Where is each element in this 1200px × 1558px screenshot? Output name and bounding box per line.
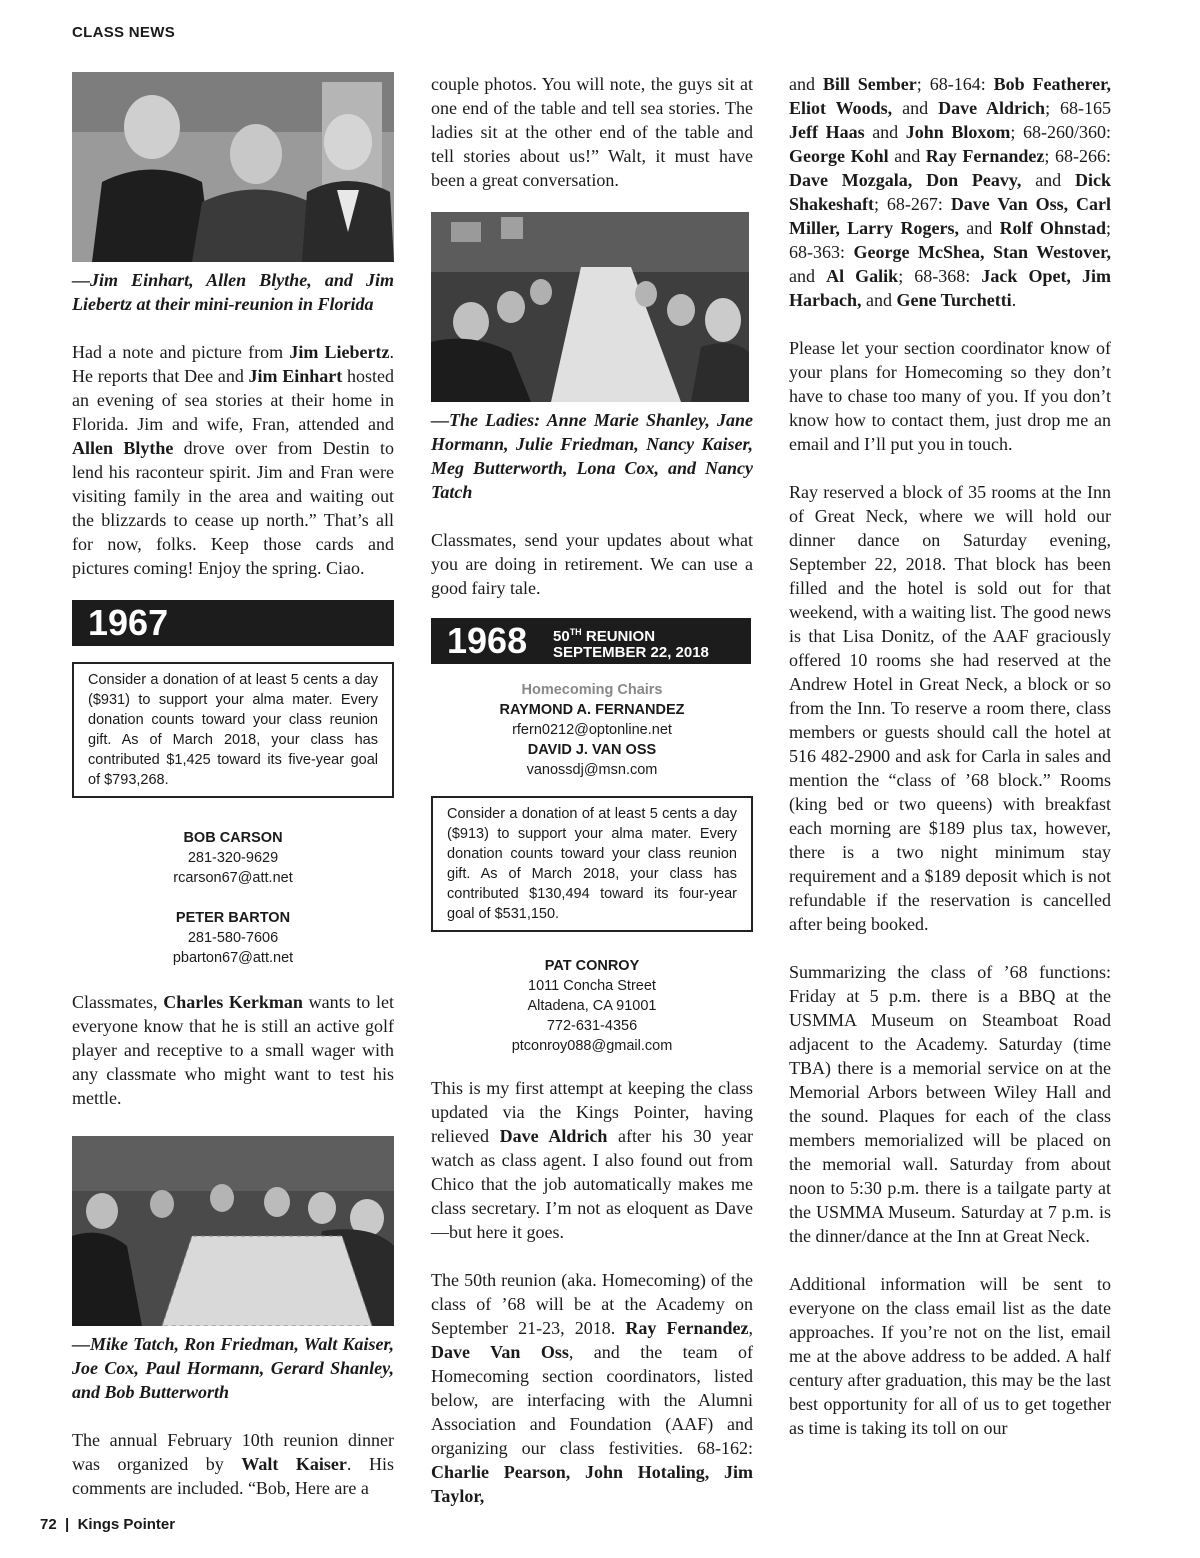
- body-paragraph: and Bill Sember; 68-164: Bob Featherer, Eliot Woods, and Dave Aldrich; 68-165 Jeff Haas and John Bloxom; 68-260/360: George Kohl and Ray Fernandez; 68-266: Dave Mozgala, Don Peavy, and Dick Shakeshaft; 68-267: Dave Van Oss, Carl Miller, Larry Rogers, and Rolf Ohnstad; 68-363: George McShea, Stan Westover, and Al Galik; 68-368: Jack Opet, Jim Harbach, and Gene Turchetti.: [789, 74, 1112, 310]
- body-paragraph: Please let your section coordinator know of your plans for Homecoming so they don’t have to chase too many of you. If you don’t know how to contact them, just drop me an email and I’ll put you in touch.: [789, 338, 1111, 454]
- column-1: [72, 72, 394, 1500]
- photo-three-men: [72, 72, 394, 262]
- body-paragraph: The 50th reunion (aka. Homecoming) of the class of ’68 will be at the Academy on September 21-23, 2018. Ray Fernandez, Dave Van Oss, and the team of Homecoming section coordinators, listed below, are interfacing with the Alumni Association and Foundation (AAF) and organizing our class festivities. 68-162: Charlie Pearson, John Hotaling, Jim Taylor,: [431, 1270, 754, 1506]
- contact-peter-barton: [72, 908, 394, 968]
- column-2: [431, 72, 753, 1508]
- photo-men-at-dinner: [72, 1136, 394, 1326]
- homecoming-chairs: [431, 680, 753, 780]
- contact-name: PAT CONROY: [544, 958, 640, 974]
- body-paragraph: couple photos. You will note, the guys sit at one end of the table and tell sea stories. The ladies sit at the other end of the table and tell stories about us!” Walt, it must have been a great conversation.: [431, 74, 753, 190]
- page-number: 72: [40, 1516, 57, 1533]
- year-banner-1967: [72, 600, 394, 646]
- photo-caption: —Mike Tatch, Ron Friedman, Walt Kaiser, Joe Cox, Paul Hormann, Gerard Shanley, and Bob Butterworth: [72, 1334, 394, 1402]
- photo-ladies-at-dinner: [431, 212, 749, 402]
- contact-city: Altadena, CA 91001: [527, 998, 657, 1014]
- body-paragraph: The annual February 10th reunion dinner was organized by Walt Kaiser. His comments are included. “Bob, Here are a: [72, 1430, 394, 1498]
- class-year: 1968: [447, 620, 528, 661]
- body-paragraph: Had a note and picture from Jim Liebertz. He reports that Dee and Jim Einhart hosted an evening of sea stories at their home in Florida. Jim and wife, Fran, attended and Allen Blythe drove over from Destin to lend his raconteur spirit. Jim and Fran were visiting family in the area and waiting out the blizzards to cease up north.” That’s all for now, folks. Keep those cards and pictures coming! Enjoy the spring. Ciao.: [72, 342, 395, 578]
- contact-phone: 281-580-7606: [187, 930, 279, 946]
- body-paragraph: Classmates, send your updates about what you are doing in retirement. We can use a good fairy tale.: [431, 530, 753, 598]
- body-paragraph: Additional information will be sent to everyone on the class email list as the date approaches. If you’re not on the list, email me at the above address to be added. A half century after graduation, this may be the last best opportunity for all of us to get together as time is taking its toll on our: [789, 1274, 1111, 1438]
- contact-email: pbarton67@att.net: [172, 950, 294, 966]
- contact-phone: 281-320-9629: [187, 850, 279, 866]
- contact-email: rfern0212@optonline.net: [512, 722, 672, 738]
- contact-street: 1011 Concha Street: [528, 978, 656, 994]
- contact-phone: 772-631-4356: [546, 1018, 638, 1034]
- footer-separator: |: [65, 1516, 70, 1533]
- contact-name: BOB CARSON: [183, 830, 283, 846]
- homecoming-chairs-title: Homecoming Chairs: [521, 682, 663, 698]
- donation-box: Consider a donation of at least 5 cents a day ($931) to support your alma mater. Every donation counts toward your class reunion gift. As of March 2018, your class has contributed $1,425 toward its five-year goal of $793,268.: [72, 662, 394, 798]
- reunion-label: 50TH REUNION SEPTEMBER 22, 2018: [553, 627, 709, 661]
- photo-caption: —Jim Einhart, Allen Blythe, and Jim Liebertz at their mini-reunion in Florida: [72, 270, 394, 314]
- column-3: [789, 72, 1111, 1440]
- photo-caption: —The Ladies: Anne Marie Shanley, Jane Hormann, Julie Friedman, Nancy Kaiser, Meg Butterworth, Lona Cox, and Nancy Tatch: [431, 410, 753, 502]
- contact-email: ptconroy088@gmail.com: [511, 1038, 673, 1054]
- donation-box: Consider a donation of at least 5 cents a day ($913) to support your alma mater. Every donation counts toward your class reunion gift. As of March 2018, your class has contributed $130,494 toward its four-year goal of $531,150.: [431, 796, 753, 932]
- body-paragraph: Classmates, Charles Kerkman wants to let everyone know that he is still an active golf player and receptive to a small wager with any classmate who might want to test his mettle.: [72, 992, 394, 1108]
- photo-three-men-image: [72, 72, 394, 262]
- publication-name: Kings Pointer: [77, 1516, 176, 1533]
- section-header: CLASS NEWS: [72, 24, 176, 41]
- contact-name: PETER BARTON: [175, 910, 291, 926]
- photo-ladies-at-dinner-image: [431, 212, 749, 402]
- year-banner-1968: [431, 618, 751, 664]
- page-footer: [40, 1516, 175, 1533]
- photo-men-at-dinner-image: [72, 1136, 394, 1326]
- contact-name: DAVID J. VAN OSS: [527, 742, 657, 758]
- contact-pat-conroy: [431, 956, 753, 1056]
- body-paragraph: This is my first attempt at keeping the class updated via the Kings Pointer, having relieved Dave Aldrich after his 30 year watch as class agent. I also found out from Chico that the job automatically makes me class secretary. I’m not as eloquent as Dave—but here it goes.: [431, 1078, 754, 1242]
- contact-bob-carson: [72, 828, 394, 888]
- class-year: 1967: [88, 602, 169, 643]
- body-paragraph: Summarizing the class of ’68 functions: Friday at 5 p.m. there is a BBQ at the USMMA Museum on Steamboat Road adjacent to the Academy. Saturday (time TBA) there is a memorial service on at the Memorial Arbors between Wiley Hall and the sound. Plaques for each of the class members memorialized will be placed on the memorial wall. Saturday from about noon to 5:30 p.m. there is a tailgate party at the USMMA Museum. Saturday at 7 p.m. is the dinner/dance at the Inn at Great Neck.: [789, 962, 1111, 1246]
- contact-email: rcarson67@att.net: [173, 870, 293, 886]
- contact-name: RAYMOND A. FERNANDEZ: [499, 702, 685, 718]
- contact-email: vanossdj@msn.com: [526, 762, 658, 778]
- body-paragraph: Ray reserved a block of 35 rooms at the Inn of Great Neck, where we will hold our dinner dance on Saturday evening, September 22, 2018. That block has been filled and the hotel is sold out for that weekend, with a waiting list. The good news is that Lisa Donitz, of the AAF graciously offered 10 rooms she had reserved at the Andrew Hotel in Great Neck, a block or so from the Inn. To reserve a room there, class members or guests should call the hotel at 516 482-2900 and ask for Carla in sales and mention the “class of ’68 block.” Rooms (king bed or two queens) with breakfast each morning are $189 plus tax, however, there is a two night minimum stay requirement and a $189 deposit which is not refundable if the reservation is cancelled after being booked.: [789, 482, 1111, 934]
